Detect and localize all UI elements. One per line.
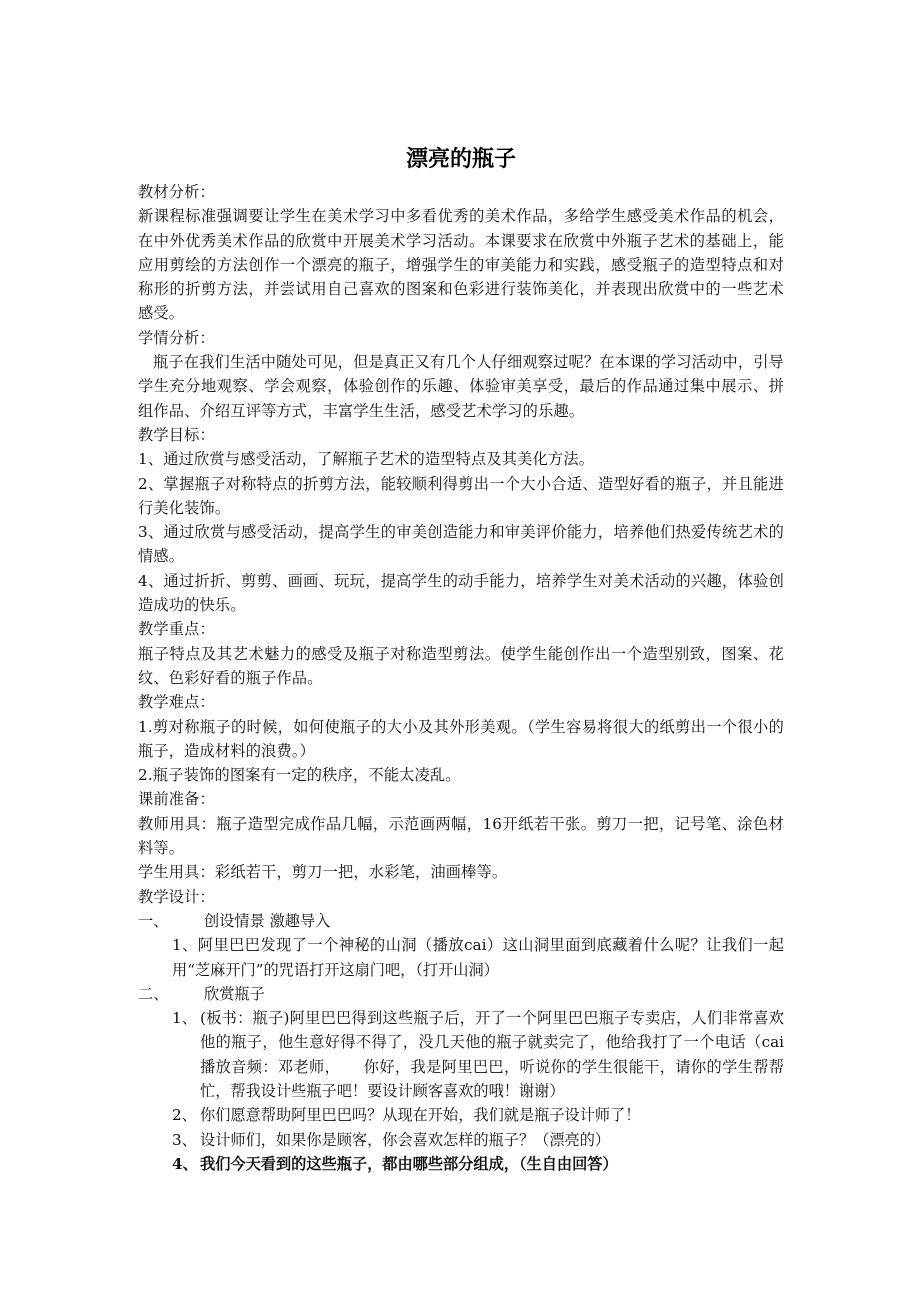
item-number: 1、 [172, 1009, 197, 1028]
key-points-body: 瓶子特点及其艺术魅力的感受及瓶子对称造型剪法。使学生能创作出一个造型别致，图案、花纹、色彩好看的瓶子作品。 [138, 644, 784, 687]
item-text: 我们今天看到的这些瓶子，都由哪些部分组成，（生自由回答） [200, 1154, 618, 1173]
item-text: (板书：瓶子)阿里巴巴得到这些瓶子后，开了一个阿里巴巴瓶子专卖店，人们非常喜欢他的瓶子，他生意好得不得了，没几天他的瓶子就卖完了，他给我打了一个电话（cai播放音频：邓老师， 你好，我是阿里巴巴，听说你的学生很能干，请你的学生帮帮忙，帮我设计些瓶子吧！要设计顾客喜欢的哦！谢谢） [200, 1009, 784, 1100]
design-part-2-item [138, 1103, 784, 1127]
design-part-2-item [138, 1152, 784, 1176]
item-number: 4、 [172, 1154, 198, 1173]
part-title: 创设情景 激趣导入 [204, 911, 331, 930]
heading-student-analysis: 学情分析： [138, 328, 215, 347]
part-number: 一、 [138, 911, 169, 930]
design-part-1 [138, 909, 784, 933]
design-part-1-item: 1、阿里巴巴发现了一个神秘的山洞（播放cai）这山洞里面到底藏着什么呢？让我们一起用“芝麻开门”的咒语打开这扇门吧，（打开山洞） [172, 936, 784, 979]
objective-item: 1、通过欣赏与感受活动，了解瓶子艺术的造型特点及其美化方法。 [138, 450, 595, 469]
document-page [138, 146, 784, 1176]
item-number: 3、 [172, 1130, 197, 1149]
heading-design: 教学设计： [138, 887, 215, 906]
difficulty-item: 1.剪对称瓶子的时候，如何使瓶子的大小及其外形美观。（学生容易将很大的纸剪出一个很小的瓶子，造成材料的浪费。） [138, 717, 784, 760]
heading-key-points: 教学重点： [138, 620, 215, 639]
teacher-tools: 教师用具：瓶子造型完成作品几幅，示范画两幅，16开纸若干张。剪刀一把，记号笔、涂色材料等。 [138, 814, 784, 858]
item-text: 设计师们，如果你是顾客，你会喜欢怎样的瓶子？（漂亮的） [200, 1130, 611, 1149]
heading-objectives: 教学目标： [138, 425, 215, 444]
student-tools: 学生用具：彩纸若干，剪刀一把，水彩笔，油画棒等。 [138, 863, 508, 882]
objective-item: 4、通过折折、剪剪、画画、玩玩，提高学生的动手能力，培养学生对美术活动的兴趣，体验创造成功的快乐。 [138, 571, 784, 615]
document-title: 漂亮的瓶子 [405, 147, 516, 172]
difficulty-item: 2.瓶子装饰的图案有一定的秩序，不能太凌乱。 [138, 766, 461, 785]
item-number: 2、 [172, 1106, 197, 1125]
heading-difficulties: 教学难点： [138, 693, 215, 712]
design-part-2-item [138, 1128, 784, 1152]
design-part-2-item [138, 1006, 784, 1103]
objective-item: 2、掌握瓶子对称特点的折剪方法，能较顺利得剪出一个大小合适、造型好看的瓶子，并且能进行美化装饰。 [138, 474, 784, 517]
part-number: 二、 [138, 984, 169, 1003]
design-part-2 [138, 982, 784, 1006]
heading-material-analysis: 教材分析： [138, 183, 215, 201]
student-analysis-body: 瓶子在我们生活中随处可见，但是真正又有几个人仔细观察过呢？在本课的学习活动中，引导学生充分地观察、学会观察，体验创作的乐趣、体验审美享受，最后的作品通过集中展示、拼组作品、介绍互评等方式，丰富学生生活，感受艺术学习的乐趣。 [138, 353, 784, 420]
objective-item: 3、通过欣赏与感受活动，提高学生的审美创造能力和审美评价能力，培养他们热爱传统艺术的情感。 [138, 523, 784, 566]
item-text: 你们愿意帮助阿里巴巴吗？从现在开始，我们就是瓶子设计师了！ [200, 1106, 641, 1125]
heading-preparation: 课前准备： [138, 790, 215, 809]
part-title: 欣赏瓶子 [204, 984, 265, 1003]
material-analysis-body: 新课程标准强调要让学生在美术学习中多看优秀的美术作品，多给学生感受美术作品的机会，在中外优秀美术作品的欣赏中开展美术学习活动。本课要求在欣赏中外瓶子艺术的基础上，能应用剪绘的方法创作一个漂亮的瓶子，增强学生的审美能力和实践，感受瓶子的造型特点和对称形的折剪方法，并尝试用自己喜欢的图案和色彩进行装饰美化，并表现出欣赏中的一些艺术感受。 [138, 207, 784, 323]
